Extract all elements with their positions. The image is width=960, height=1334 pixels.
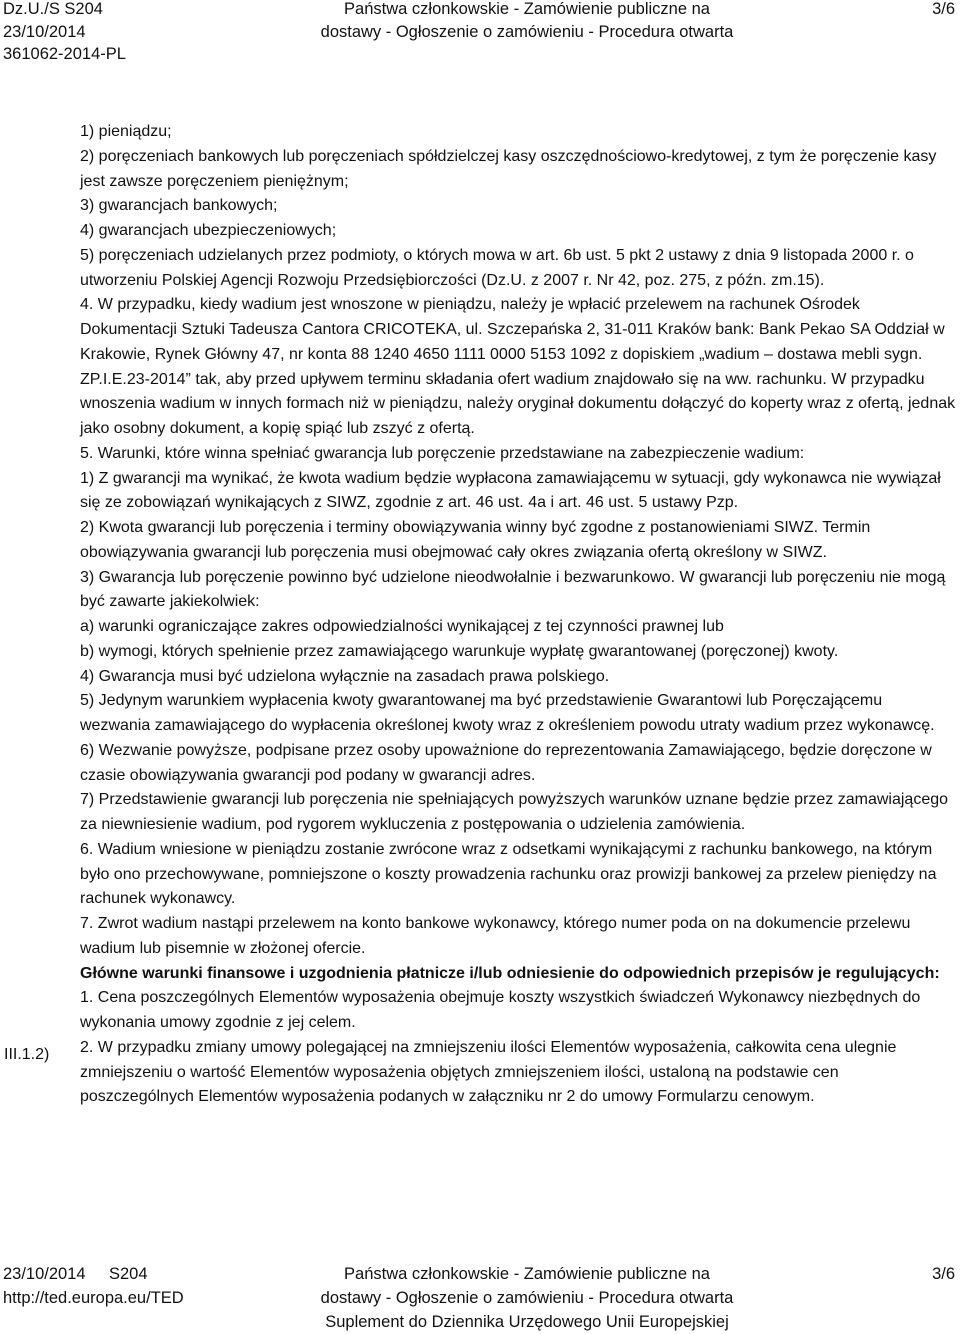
header-center-block	[300, 0, 754, 43]
header-page-number	[932, 0, 955, 21]
body-paragraph: 5. Warunki, które winna spełniać gwarancja lub poręczenie przedstawiane na zabezpieczenie wadium:	[80, 444, 805, 462]
body-paragraph: 7) Przedstawienie gwarancji lub poręczenia nie spełniających powyższych warunków uznane będzie przez zamawiającego za niewniesienie wadium, pod rygorem wykluczenia z postępowania o udzielenia zamówienia.	[80, 791, 949, 833]
footer-center-block	[300, 1262, 754, 1334]
footer-title-line-2: dostawy - Ogłoszenie o zamówieniu - Procedura otwarta	[320, 1289, 734, 1307]
body-paragraph: 5) Jedynym warunkiem wypłacenia kwoty gwarantowanej ma być przedstawienie Gwarantowi lub Poręczającemu wezwania zamawiającego do wypłacenia określonej kwoty wraz z określeniem powodu utraty wadium przez wykonawcę.	[80, 692, 935, 734]
body-paragraph: a) warunki ograniczające zakres odpowiedzialności wynikającej z tej czynności prawnej lub	[80, 618, 724, 635]
body-paragraph: 4) Gwarancja musi być udzielona wyłącznie na zasadach prawa polskiego.	[80, 667, 610, 685]
section-paragraph: 2. W przypadku zmiany umowy polegającej na zmniejszeniu ilości Elementów wyposażenia, całkowita cena ulegnie zmniejszeniu o wartość Elementów wyposażenia objętych zmniejszeniem ilości, ustaloną na podstawie cen poszczególnych Elementów wyposażenia podanych w załączniku nr 2 do umowy Formularzu cenowym.	[80, 1038, 897, 1106]
header-date: 23/10/2014	[3, 22, 86, 41]
section-title: Główne warunki finansowe i uzgodnienia płatnicze i/lub odniesienie do odpowiednich przepisów je regulujących:	[80, 964, 940, 982]
body-paragraph: 3) Gwarancja lub poręczenie powinno być udzielone nieodwołalnie i bezwarunkowo. W gwarancji lub poręczeniu nie mogą być zawarte jakiekolwiek:	[80, 568, 946, 611]
body-paragraph: 3) gwarancjach bankowych;	[80, 197, 278, 215]
header-title-line-2: dostawy - Ogłoszenie o zamówieniu - Procedura otwarta	[320, 22, 734, 41]
footer-code: S204	[109, 1265, 148, 1283]
header-left-block	[3, 0, 126, 66]
footer-date-line	[3, 1262, 184, 1286]
body-paragraph: 1) Z gwarancji ma wynikać, że kwota wadium będzie wypłacona zamawiającemu w sytuacji, gdy wykonawca nie wywiązał się ze zobowiązań wynikających z SIWZ, zgodnie z art. 46 ust. 4a i art. 46 ust. 5 ustawy Pzp.	[80, 469, 941, 512]
body-paragraph: b) wymogi, których spełnienie przez zamawiającego warunkuje wypłatę gwarantowanej (poręczonej) kwoty.	[80, 642, 839, 660]
section-paragraph: 1. Cena poszczególnych Elementów wyposażenia obejmuje koszty wszystkich świadczeń Wykonawcy niezbędnych do wykonania umowy zgodnie z jej celem.	[80, 989, 921, 1031]
body-paragraph: 4. W przypadku, kiedy wadium jest wnoszone w pieniądzu, należy je wpłacić przelewem na rachunek Ośrodek Dokumentacji Sztuki Tadeusza Cantora CRICOTEKA, ul. Szczepańska 2, 31-011 Kraków bank: Bank Pekao SA Oddział w Krakowie, Rynek Główny 47, nr konta 88 1240 4650 1111 0000 5153 1092 z dopiskiem „wadium – dostawa mebli sygn. ZP.I.E.23-2014” tak, aby przed upływem terminu składania ofert wadium znajdowało się na ww. rachunku. W przypadku wnoszenia wadium w innych formach niż w pieniądzu, należy oryginał dokumentu dołączyć do koperty wraz z ofertą, jednak jako osobny dokument, a kopię spiąć lub zszyć z ofertą.	[80, 296, 956, 437]
body-paragraph: 1) pieniądzu;	[80, 123, 172, 140]
body-paragraph: 6) Wezwanie powyższe, podpisane przez osoby upoważnione do reprezentowania Zamawiającego, będzie doręczone w czasie obowiązywania gwarancji pod podany w gwarancji adres.	[80, 741, 932, 784]
section-number: III.1.2)	[4, 1046, 50, 1063]
body-paragraph: 4) gwarancjach ubezpieczeniowych;	[80, 222, 337, 239]
page-footer	[0, 1262, 960, 1334]
footer-url: http://ted.europa.eu/TED	[3, 1289, 184, 1307]
main-content	[80, 120, 956, 1110]
body-paragraph: 2) poręczeniach bankowych lub poręczeniach spółdzielczej kasy oszczędnościowo-kredytowej, z tym że poręczenie kasy jest zawsze poręczeniem pieniężnym;	[80, 147, 937, 190]
body-paragraph: 6. Wadium wniesione w pieniądzu zostanie zwrócone wraz z odsetkami wynikającymi z rachunku bankowego, na którym było ono przechowywane, pomniejszone o koszty prowadzenia rachunku oraz prowizji bankowej za przelew pieniędzy na rachunek wykonawcy.	[80, 840, 937, 908]
footer-page-label: 3/6	[932, 1265, 955, 1283]
body-paragraph: 5) poręczeniach udzielanych przez podmioty, o których mowa w art. 6b ust. 5 pkt 2 ustawy z dnia 9 listopada 2000 r. o utworzeniu Polskiej Agencji Rozwoju Przedsiębiorczości (Dz.U. z 2007 r. Nr 42, poz. 275, z późn. zm.15).	[80, 246, 914, 289]
page-header	[0, 0, 960, 70]
footer-page-number	[932, 1262, 955, 1286]
footer-left-block	[3, 1262, 184, 1310]
footer-title-line-1: Państwa członkowskie - Zamówienie publiczne na	[344, 1265, 710, 1283]
journal-reference: Dz.U./S S204	[3, 0, 103, 18]
footer-title-line-3: Suplement do Dziennika Urzędowego Unii Europejskiej	[325, 1313, 729, 1331]
header-title-line-1: Państwa członkowskie - Zamówienie publiczne na	[344, 0, 710, 18]
body-paragraph: 7. Zwrot wadium nastąpi przelewem na konto bankowe wykonawcy, którego numer poda on na dokumencie przelewu wadium lub pisemnie w złożonej ofercie.	[80, 915, 911, 957]
notice-number: 361062-2014-PL	[3, 45, 126, 63]
body-paragraph: 2) Kwota gwarancji lub poręczenia i terminy obowiązywania winny być zgodne z postanowieniami SIWZ. Termin obowiązywania gwarancji lub poręczenia musi obejmować cały okres związania ofertą określony w SIWZ.	[80, 519, 871, 561]
footer-date: 23/10/2014	[3, 1265, 86, 1283]
header-page-label: 3/6	[932, 0, 955, 18]
